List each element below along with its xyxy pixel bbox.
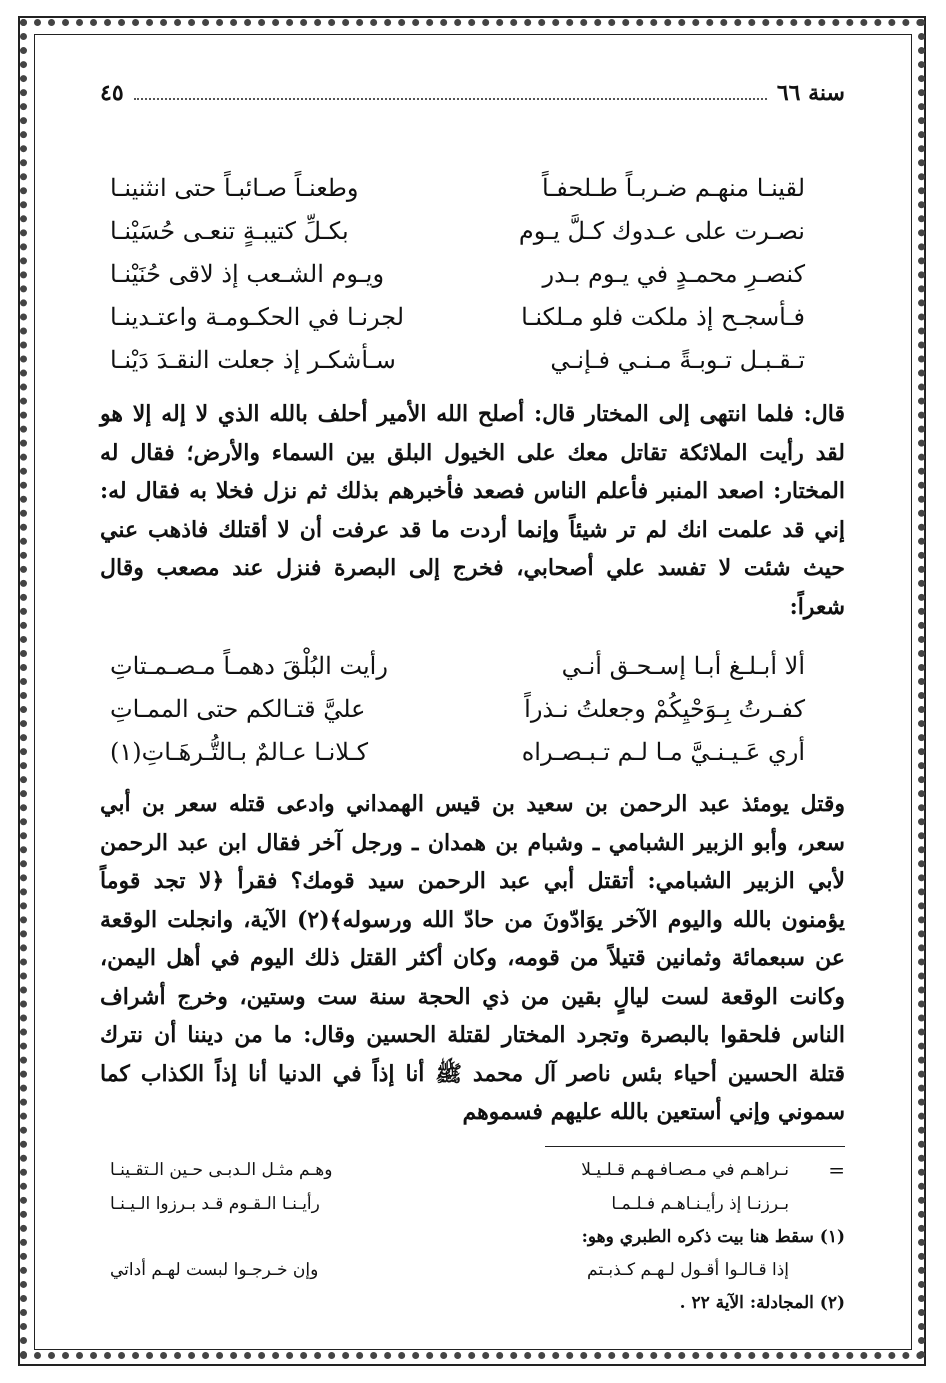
verse-first-hemistich: إذا قـالـوا أقـول لـهـم كـذبـتم [587,1259,789,1280]
verse-second-hemistich: ويـوم الشـعب إذ لاقى حُنَيْنـا [110,259,385,288]
page-number: ٤٥ [100,80,124,106]
verse-second-hemistich: وإن خـرجـوا لبست لهـم أداتي [110,1259,319,1280]
poem-verse [100,687,845,730]
ornamental-border-right [918,19,925,1359]
verse-second-hemistich: لجرنـا في الحكـومـة واعتـدينـا [110,302,405,331]
footnote-1-verse [100,1253,845,1287]
continuation-mark: = [828,1157,845,1182]
verse-first-hemistich: فـأسجـح إذ ملكت فلو مـلكنـا [521,302,805,331]
verse-second-hemistich: سـأشكـر إذ جعلت النقـدَ دَيْنـا [110,345,396,374]
verse-second-hemistich: رأيـنـا الـقـوم قـد بـرزوا الـيـنـا [110,1193,320,1214]
verse-second-hemistich: بكـلِّ كتيبـةٍ تنعـى حُسَيْنـا [110,216,349,245]
poem-1 [100,166,845,381]
poem-verse [100,295,845,338]
verse-first-hemistich: نصـرت على عـدوك كـلَّ يـوم [518,216,805,245]
poem-verse [100,644,845,687]
verse-second-hemistich: رأيت البُلْقَ دهمـاً مـصـمـتاتِ [110,651,388,680]
leader-dots [134,82,767,100]
page-content [100,80,845,1319]
poem-verse [100,209,845,252]
running-head-title: سنة ٦٦ [776,80,845,106]
verse-first-hemistich: تـقـبـل تـوبـةً مـنـي فـإنـي [550,345,805,374]
ornamental-border-left [20,19,27,1359]
footnote-2: (٢) المجادلة: الآية ٢٢ . [679,1292,845,1313]
footnote-continued-verse [100,1153,845,1187]
footnote-1: (١) سقط هنا بيت ذكره الطبري وهو: [581,1226,845,1247]
paragraph-2: وقتل يومئذ عبد الرحمن بن سعيد بن قيس الهمداني وادعى قتله سعر بن أبي سعر، وأبو الزبير الشبامي ـ وشبام بن همدان ـ ورجل آخر فقال ابن عبد الرحمن لأبي الزبير الشبامي: أتقتل أبي عبد الرحمن سيد قومك؟ فقرأ ﴿لا تجد قوماً يؤمنون بالله واليوم الآخر يوَادّونَ من حادّ الله ورسوله﴾(٢) الآية، وانجلت الوقعة عن سبعمائة وثمانين قتيلاً من قومه، وكان أكثر القتل ذلك اليوم في أهل اليمن، وكانت الوقعة لست ليالٍ بقين من ذي الحجة سنة ست وستين، وخرج أشراف الناس فلحقوا بالبصرة وتجرد المختار لقتلة الحسين وقال: ما من ديننا أن نترك قتلة الحسين أحياء بئس ناصر آل محمد ﷺ أنا إذاً في الدنيا أنا إذاً الكذاب كما سموني وإني أستعين بالله عليهم فسموهم [100,791,845,1125]
ornamental-border-top [20,19,924,26]
paragraph-1: قال: فلما انتهى إلى المختار قال: أصلح الله الأمير أحلف بالله الذي لا إله إلا هو لقد رأيت الملائكة تقاتل معك على الخيول البلق بين السماء والأرض؛ فقال له المختار: اصعد المنبر فأعلم الناس فصعد فأخبرهم بذلك ثم نزل فخلا به فقال له: إني قد علمت انك لم تر شيئاً وإنما أردت ما قد عرفت أن لا أقتلك فاذهب عني حيث شئت لا تفسد علي أصحابي، فخرج إلى البصرة فنزل عند مصعب وقال شعراً: [100,401,845,620]
verse-first-hemistich: نـراهـم في مـصـافـهـم قـلـيـلا [581,1159,789,1180]
footnote-continued-verse [100,1187,845,1221]
verse-second-hemistich: كـلانـا عـالمٌ بـالتُّـرهَـاتِ(١) [110,737,369,766]
ornamental-border-bottom [20,1352,924,1359]
verse-first-hemistich: أري عَـيـنـيَّ مـا لـم تـبـصـراه [521,737,805,766]
footnote-separator [545,1146,845,1147]
verse-first-hemistich: بـرزنـا إذ رأيـنـاهـم فـلـمـا [611,1193,789,1214]
verse-first-hemistich: كفـرتُ بِـوَحْيِكُمْ وجعلتُ نـذراً [524,694,805,723]
verse-second-hemistich: وهـم مثـل الـدبـى حـين الـتقـينـا [110,1159,333,1180]
verse-second-hemistich: وطعنـاً صـائبـاً حتى انثنينـا [110,173,359,202]
poem-verse [100,166,845,209]
running-head [100,80,845,120]
poem-verse [100,252,845,295]
poem-verse [100,338,845,381]
footnotes [100,1153,845,1319]
verse-first-hemistich: ألا أبـلـغ أبـا إسـحـق أنـي [561,651,805,680]
poem-2 [100,644,845,773]
verse-first-hemistich: كنصـرِ محمـدٍ في يـوم بـدر [542,259,805,288]
verse-second-hemistich: عليَّ قتـالكم حتى الممـاتِ [110,694,366,723]
poem-verse [100,730,845,773]
verse-first-hemistich: لقينـا منهـم ضـربـاً طـلحفـاً [541,173,805,202]
